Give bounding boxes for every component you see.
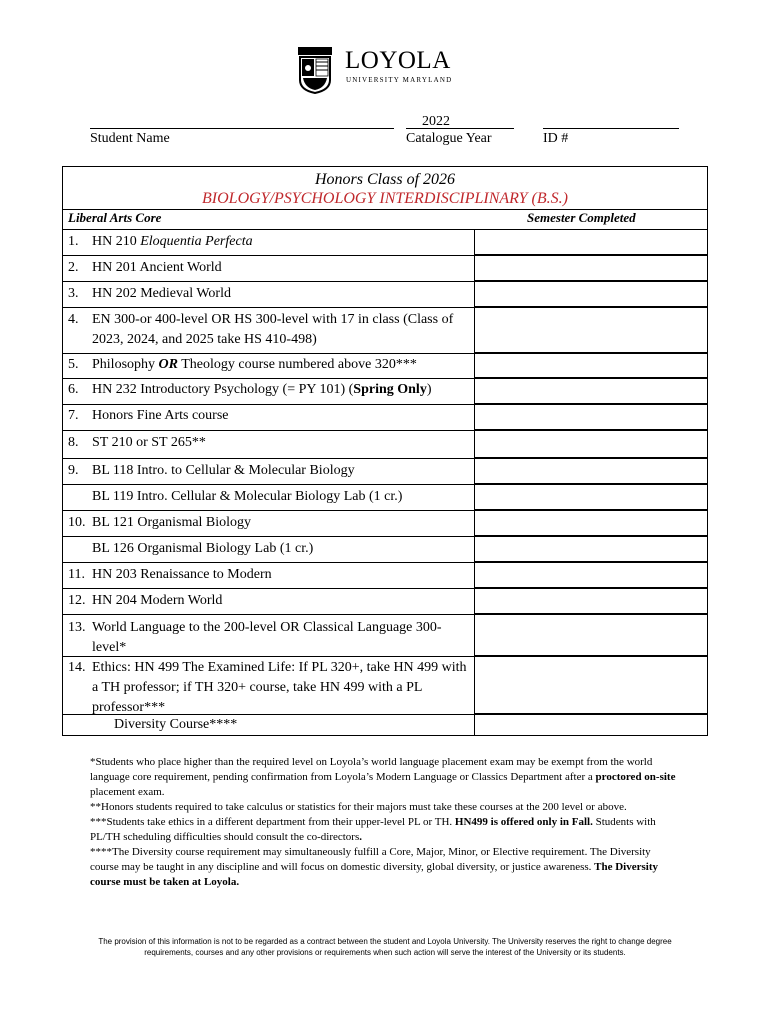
semester-completed-field[interactable] (474, 255, 708, 281)
row-number: 7. (68, 408, 79, 423)
form-title: Honors Class of 2026 (314, 171, 456, 188)
requirement-row (62, 255, 708, 281)
requirement-row (62, 430, 708, 458)
semester-completed-field[interactable] (474, 588, 708, 614)
student-name-line (90, 128, 394, 129)
requirement-text: 4.EN 300-or 400-level OR HS 300-level with 17 in class (Class of 2023, 2024, and 2025 take HS 410-498) (68, 312, 454, 347)
row-divider (62, 484, 474, 485)
requirement-text: 12.HN 204 Modern World (68, 591, 468, 611)
catalogue-year-line (406, 128, 514, 129)
row-divider (62, 229, 474, 230)
requirement-text: 7.Honors Fine Arts course (68, 406, 468, 426)
requirement-text: BL 126 Organismal Biology Lab (1 cr.) (92, 541, 314, 556)
requirement-row (62, 510, 708, 536)
requirement-text: 8.ST 210 or ST 265** (68, 433, 468, 453)
row-divider (62, 614, 474, 615)
row-divider (62, 353, 474, 354)
requirement-row (62, 281, 708, 307)
row-number: 14. (68, 660, 86, 675)
row-number: 11. (68, 567, 85, 582)
requirement-text: 1.HN 210 Eloquentia Perfecta (68, 232, 468, 252)
row-divider (62, 536, 474, 537)
requirement-text: BL 119 Intro. Cellular & Molecular Biology Lab (1 cr.) (92, 489, 403, 504)
semester-completed-field[interactable] (474, 430, 708, 458)
row-number: 5. (68, 357, 79, 372)
requirement-row (62, 562, 708, 588)
semester-completed-field[interactable] (474, 404, 708, 430)
semester-completed-field[interactable] (474, 656, 708, 714)
row-number: 2. (68, 260, 79, 275)
shield-icon (297, 46, 333, 94)
requirement-row (62, 307, 708, 353)
row-divider (62, 656, 474, 657)
semester-completed-field[interactable] (474, 281, 708, 307)
requirement-row (62, 614, 708, 656)
id-label: ID # (543, 131, 569, 146)
row-divider (62, 307, 474, 308)
requirement-row (62, 656, 708, 714)
footnote-ethics: ***Students take ethics in a different department from their upper-level PL or TH. HN499 is offered only in Fall. Students with PL/TH scheduling difficulties should consult the co-directors. (90, 816, 656, 843)
requirement-row (62, 404, 708, 430)
row-divider (62, 588, 474, 589)
catalogue-year-value: 2022 (422, 114, 450, 129)
requirement-row (62, 484, 708, 510)
semester-completed-field[interactable] (474, 510, 708, 536)
logo-name: LOYOLA (345, 47, 451, 74)
semester-completed-field[interactable] (474, 307, 708, 353)
requirement-row (62, 378, 708, 404)
requirement-text: 3.HN 202 Medieval World (68, 284, 468, 304)
semester-completed-field[interactable] (474, 714, 708, 736)
row-divider (62, 510, 474, 511)
logo-subtitle: UNIVERSITY MARYLAND (346, 76, 453, 84)
requirement-text: 11.HN 203 Renaissance to Modern (68, 565, 468, 585)
requirement-text: 5.Philosophy OR Theology course numbered above 320*** (68, 355, 468, 375)
requirement-row (62, 229, 708, 255)
row-number: 4. (68, 312, 79, 327)
row-divider (62, 281, 474, 282)
requirement-text: 9.BL 118 Intro. to Cellular & Molecular Biology (68, 461, 468, 481)
row-divider (62, 404, 474, 405)
semester-completed-field[interactable] (474, 229, 708, 255)
footnotes (90, 755, 680, 890)
requirement-text: 10.BL 121 Organismal Biology (68, 513, 468, 533)
disclaimer: The provision of this information is not to be regarded as a contract between the student and Loyola University. The University reserves the right to change degree requirements, courses and any other provisions or requirements when such action will serve the interest of the University or its students. (98, 937, 672, 957)
row-number: 8. (68, 435, 79, 450)
row-number: 9. (68, 463, 79, 478)
semester-completed-field[interactable] (474, 353, 708, 378)
column-header-semester: Semester Completed (527, 210, 636, 225)
row-number: 10. (68, 515, 86, 530)
requirement-row (62, 458, 708, 484)
student-name-label: Student Name (90, 131, 170, 146)
requirement-text: 6.HN 232 Introductory Psychology (= PY 101) (Spring Only) (68, 380, 468, 400)
requirement-text: 13.World Language to the 200-level OR Classical Language 300-level* (68, 620, 442, 655)
requirement-row (62, 536, 708, 562)
semester-completed-field[interactable] (474, 458, 708, 484)
requirement-row (62, 588, 708, 614)
row-divider (62, 430, 474, 431)
column-header-core: Liberal Arts Core (68, 210, 162, 225)
catalogue-year-label: Catalogue Year (406, 131, 492, 146)
requirement-text: 2.HN 201 Ancient World (68, 258, 468, 278)
semester-completed-field[interactable] (474, 614, 708, 656)
row-number: 6. (68, 382, 79, 397)
requirement-row (62, 714, 708, 736)
footnote-calculus: **Honors students required to take calculus or statistics for their majors must take these courses at the 200 level or above. (90, 801, 627, 813)
row-number: 12. (68, 593, 86, 608)
footnote-diversity: ****The Diversity course requirement may simultaneously fulfill a Core, Major, Minor, or Elective requirement. The Diversity course may be taught in any discipline and will focus on domestic diversity, global diversity, or justice awareness. The Diversity course must be taken at Loyola. (90, 846, 659, 888)
requirement-text: 14.Ethics: HN 499 The Examined Life: If PL 320+, take HN 499 with a TH professor; if TH 320+ course, take HN 499 with a PL professor*** (68, 660, 467, 715)
semester-completed-field[interactable] (474, 378, 708, 404)
row-divider (62, 458, 474, 459)
university-logo (297, 46, 457, 96)
program-title: BIOLOGY/PSYCHOLOGY INTERDISCIPLINARY (B.S.) (202, 190, 568, 207)
semester-completed-field[interactable] (474, 536, 708, 562)
row-number: 3. (68, 286, 79, 301)
id-line (543, 128, 679, 129)
semester-completed-field[interactable] (474, 484, 708, 510)
row-divider (62, 378, 474, 379)
row-divider (62, 255, 474, 256)
row-number: 1. (68, 234, 79, 249)
row-number: 13. (68, 620, 86, 635)
requirement-text: Diversity Course**** (114, 717, 238, 732)
requirement-row (62, 353, 708, 378)
row-divider (62, 562, 474, 563)
semester-completed-field[interactable] (474, 562, 708, 588)
footnote-language: *Students who place higher than the required level on Loyola’s world language placement exam may be exempt from the world language core requirement, pending confirmation from Loyola’s Modern Language or Classics Department after a proctored on-site placement exam. (90, 756, 676, 798)
